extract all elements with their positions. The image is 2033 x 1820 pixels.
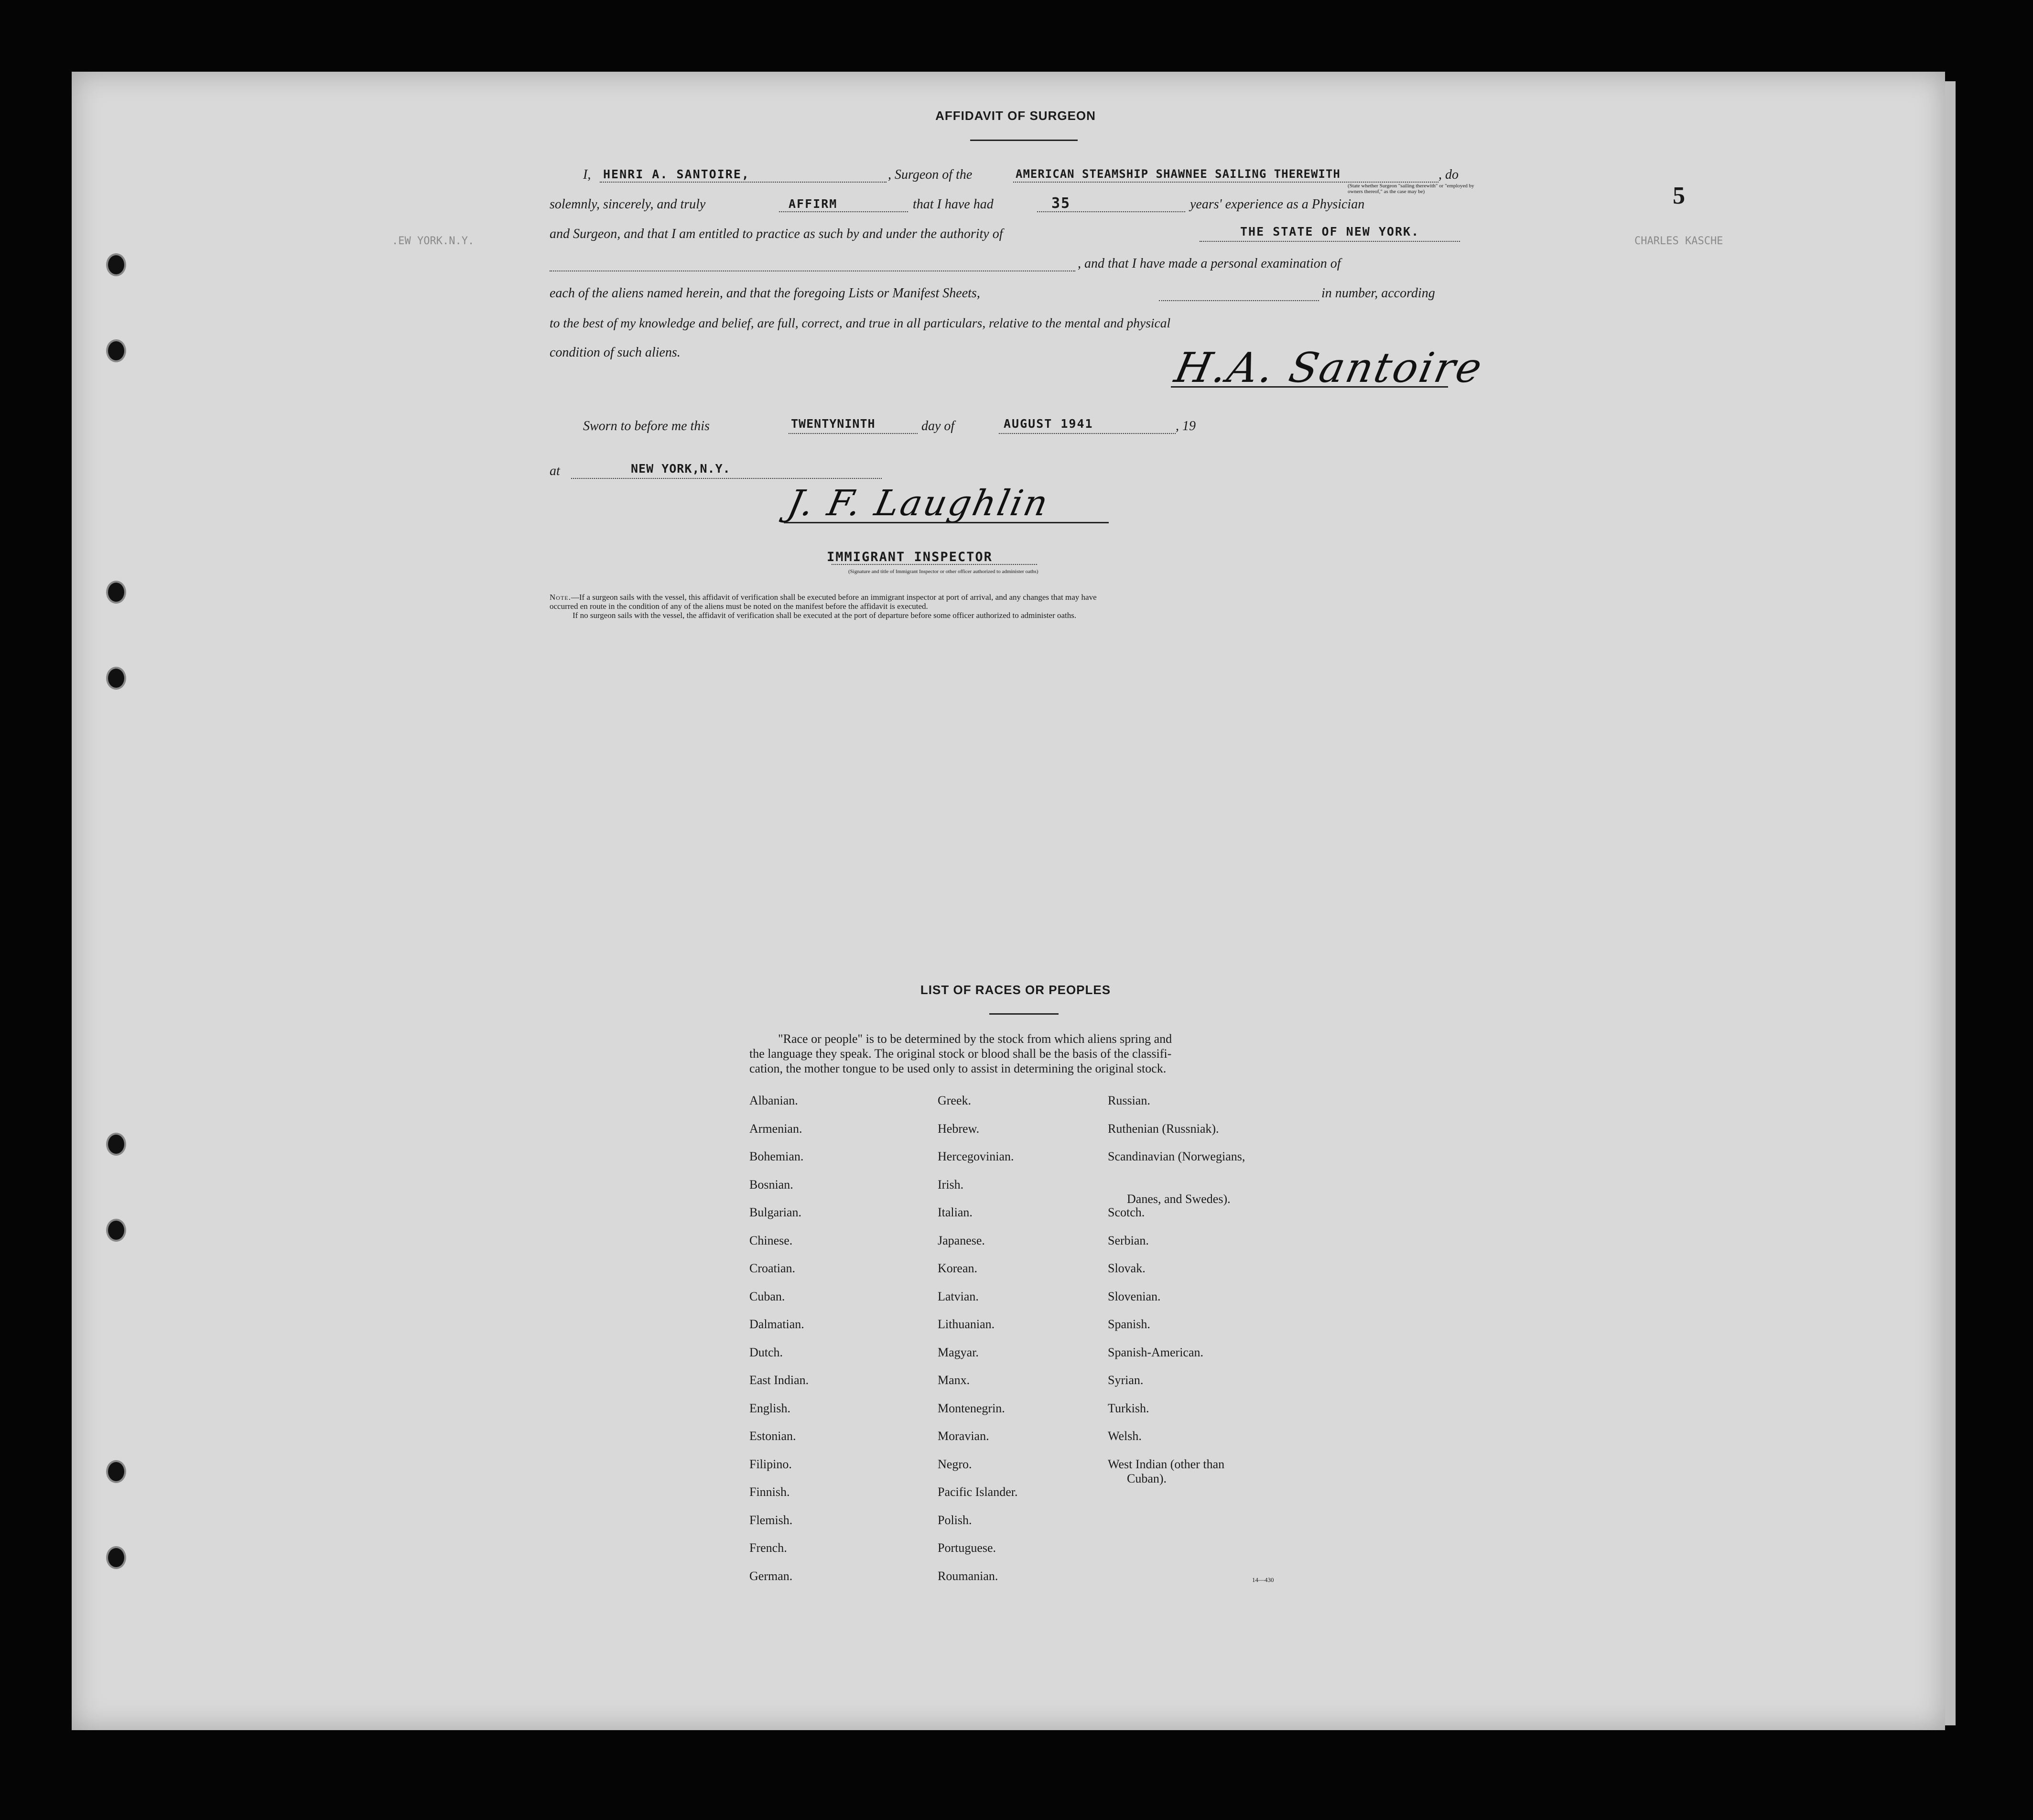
bleed-through-mark: .EW YORK.N.Y. [392,235,475,247]
sworn-day: TWENTYNINTH [791,417,876,431]
vessel-note: (State whether Surgeon "sailing therewith" or "employed by owners thereof," as the case may be) [1348,183,1474,195]
at-label: at [550,464,560,478]
sworn-prefix: Sworn to before me this [583,419,710,433]
race-item: Scandinavian (Norwegians, [1108,1149,1245,1163]
affidavit-line3-prefix: and Surgeon, and that I am entitled to practice as such by and under the authority of [550,227,1003,241]
races-intro [749,1031,1285,1076]
binder-hole [106,339,126,362]
race-item: Bulgarian. [749,1205,802,1219]
sworn-month-year: AUGUST 1941 [1004,417,1093,431]
affidavit-line7: condition of such aliens. [550,345,681,360]
sworn-day-of: day of [921,419,955,433]
binder-hole [106,667,126,690]
race-item: French. [749,1541,787,1555]
note-line2: occurred en route in the condition of any of the aliens must be noted on the manifest before the affidavit is executed. [550,602,928,611]
race-item: Roumanian. [938,1569,998,1583]
affidavit-line1-prefix: I, [583,167,591,182]
fill-line [779,211,908,212]
affidavit-line2-prefix: solemnly, sincerely, and truly [550,197,706,212]
sworn-year-suffix: , 19 [1176,419,1196,433]
race-item: Ruthenian (Russniak). [1108,1121,1219,1136]
affidavit-line1-mid: , Surgeon of the [888,167,973,182]
binder-hole [106,253,126,276]
race-item: Italian. [938,1205,973,1219]
race-item: Bosnian. [749,1177,793,1192]
race-item: Finnish. [749,1485,790,1499]
inspector-note: (Signature and title of Immigrant Inspector or other officer authorized to administer oaths) [848,569,1038,574]
intro-line2: the language they speak. The original stock or blood shall be the basis of the classifi- [749,1047,1172,1061]
race-item: Flemish. [749,1513,793,1527]
race-item: Dalmatian. [749,1317,804,1331]
vessel-name: AMERICAN STEAMSHIP SHAWNEE SAILING THEREWITH [1016,167,1341,181]
races-title: LIST OF RACES OR PEOPLES [920,983,1111,997]
title-rule [970,140,1078,141]
binder-hole [106,1133,126,1156]
fill-line [1159,300,1319,301]
affidavit-note [550,593,1486,620]
note-label: Note. [550,593,571,602]
surgeon-name: HENRI A. SANTOIRE, [603,167,750,181]
race-item: Portuguese. [938,1541,996,1555]
race-item: Croatian. [749,1261,796,1275]
race-item: Hercegovinian. [938,1149,1014,1163]
fill-line [832,564,1037,565]
note-line1: —If a surgeon sails with the vessel, this affidavit of verification shall be executed before an immigrant inspector at port of arrival, and any changes that may have [571,593,1097,602]
note-line3: If no surgeon sails with the vessel, the affidavit of verification shall be executed at the port of departure before some officer authorized to administer oaths. [573,611,1077,620]
licensing-authority: THE STATE OF NEW YORK. [1240,225,1420,238]
race-item: Scotch. [1108,1205,1145,1219]
binder-hole [106,581,126,604]
race-item: Magyar. [938,1345,979,1359]
affidavit-line2-mid: that I have had [913,197,994,212]
affidavit-title: AFFIDAVIT OF SURGEON [935,108,1096,123]
affidavit-line1-end: , do [1438,167,1459,182]
race-item: Serbian. [1108,1233,1149,1247]
race-item: Bohemian. [749,1149,804,1163]
fill-line [600,182,887,183]
race-item: Chinese. [749,1233,793,1247]
race-item: English. [749,1401,790,1415]
fill-line [571,478,882,479]
race-item: Welsh. [1108,1429,1142,1443]
race-item: Korean. [938,1261,978,1275]
signature-line [1171,386,1448,388]
race-item: Slovak. [1108,1261,1146,1275]
race-item: Polish. [938,1513,972,1527]
page-number: 5 [1673,182,1685,209]
title-rule [989,1013,1059,1015]
race-item: Slovenian. [1108,1289,1161,1303]
affidavit-line5-prefix: each of the aliens named herein, and that the foregoing Lists or Manifest Sheets, [550,286,980,301]
inspector-title: IMMIGRANT INSPECTOR [827,550,993,564]
years-experience: 35 [1051,195,1071,212]
race-item: Montenegrin. [938,1401,1005,1415]
race-item: German. [749,1569,793,1583]
affidavit-line4: , and that I have made a personal examination of [1078,256,1341,271]
race-item: Spanish. [1108,1317,1150,1331]
race-item: Irish. [938,1177,964,1192]
affidavit-line5-end: in number, according [1321,286,1435,301]
race-item: Cuban. [749,1289,785,1303]
race-item: Moravian. [938,1429,989,1443]
fill-line [789,433,918,434]
race-item: Albanian. [749,1094,798,1107]
race-item: Latvian. [938,1289,979,1303]
race-item: Spanish-American. [1108,1345,1204,1359]
race-item: Dutch. [749,1345,783,1359]
race-item: Syrian. [1108,1373,1144,1387]
race-item: Greek. [938,1094,972,1107]
race-item: East Indian. [749,1373,809,1387]
bleed-through-mark: CHARLES KASCHE [1634,235,1723,247]
race-item: Danes, and Swedes). [1127,1192,1231,1206]
race-item: Pacific Islander. [938,1485,1018,1499]
signature-line [784,522,1109,523]
race-item: Armenian. [749,1121,802,1136]
sworn-place: NEW YORK,N.Y. [631,462,731,476]
race-item: Estonian. [749,1429,796,1443]
race-item: Cuban). [1127,1471,1167,1485]
fill-line [1200,241,1460,242]
intro-line3: cation, the mother tongue to be used only to assist in determining the original stock. [749,1062,1167,1075]
affidavit-line6: to the best of my knowledge and belief, are full, correct, and true in all particulars, relative to the mental and physical [550,315,1171,330]
intro-line1: "Race or people" is to be determined by the stock from which aliens spring and [778,1032,1172,1046]
race-item: Negro. [938,1457,972,1471]
race-item: Turkish. [1108,1401,1149,1415]
affidavit-line2-end: years' experience as a Physician [1190,197,1365,212]
race-item: West Indian (other than [1108,1457,1225,1471]
oath-type: AFFIRM [789,197,838,211]
form-number: 14—430 [1252,1576,1274,1583]
race-item: Lithuanian. [938,1317,995,1331]
fill-line [1013,182,1438,183]
binder-hole [106,1546,126,1569]
binder-hole [106,1460,126,1483]
race-item: Filipino. [749,1457,792,1471]
race-item: Japanese. [938,1233,985,1247]
binder-hole [106,1219,126,1242]
fill-line [999,433,1176,434]
race-item: Hebrew. [938,1121,980,1136]
surgeon-signature: H.A. Santoire [1170,344,1488,392]
race-item: Russian. [1108,1094,1150,1107]
race-item: Manx. [938,1373,970,1387]
inspector-signature: J. F. Laughlin [784,483,1053,524]
